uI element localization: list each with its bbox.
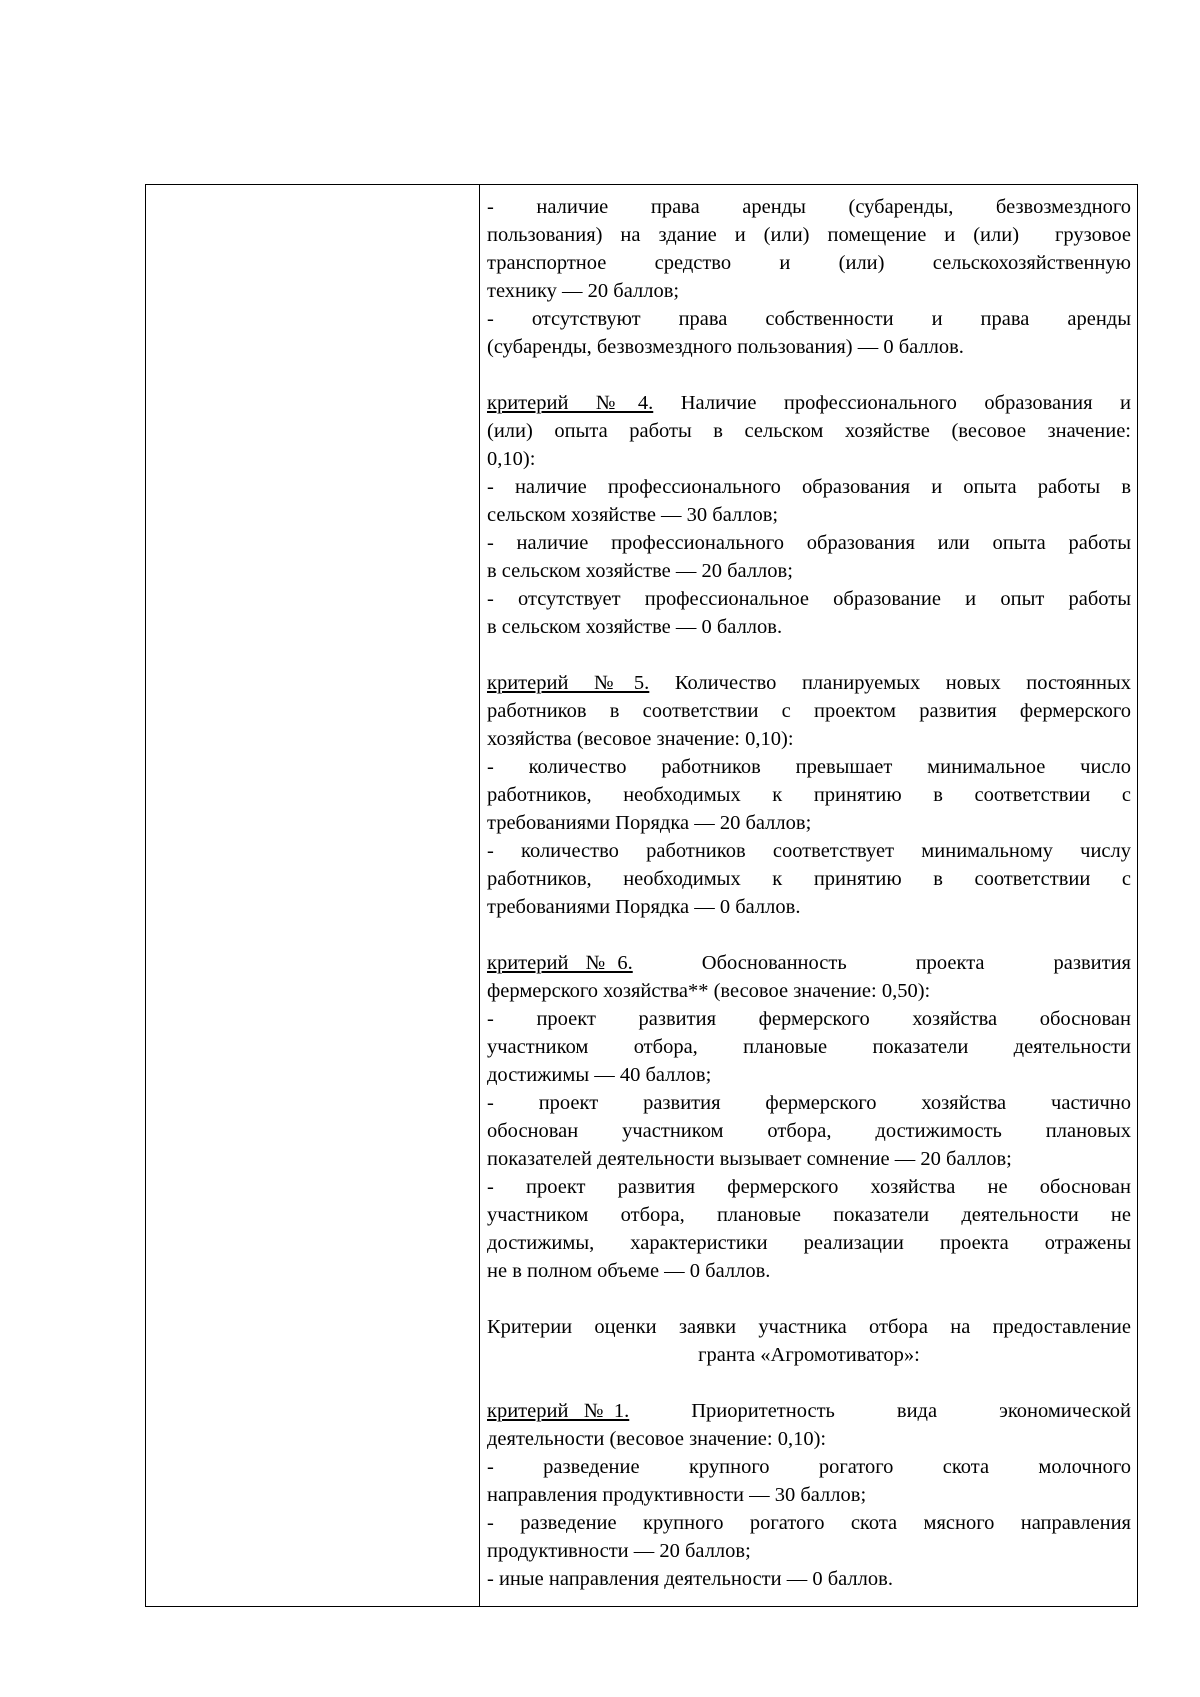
text-line xyxy=(487,333,1131,361)
text-line xyxy=(487,613,1131,641)
line-text: - наличие профессионального образования или опыта работы xyxy=(487,532,1131,554)
text-line xyxy=(487,809,1131,837)
text-line xyxy=(487,1061,1131,1089)
paragraph-gap xyxy=(487,1285,1131,1313)
text-line xyxy=(487,893,1131,921)
criterion-label: критерий №5. xyxy=(487,672,650,694)
text-line xyxy=(487,949,1131,977)
line-text: пользования) на здание и (или) помещение и (или) грузовое xyxy=(487,224,1131,246)
text-line xyxy=(487,1537,1131,1565)
paragraph-gap xyxy=(487,921,1131,949)
line-text: - разведение крупного рогатого скота мясного направления xyxy=(487,1512,1131,1534)
line-text: Критерии оценки заявки участника отбора на предоставление xyxy=(487,1316,1131,1338)
line-text: сельском хозяйстве — 30 баллов; xyxy=(487,504,779,526)
criteria-table xyxy=(145,184,1138,1607)
text-line xyxy=(487,1201,1131,1229)
criterion-label: критерий №4. xyxy=(487,392,654,414)
text-line xyxy=(487,473,1131,501)
line-text: (субаренды, безвозмездного пользования) — 0 баллов. xyxy=(487,336,964,358)
text-line xyxy=(487,221,1131,249)
text-line xyxy=(487,389,1131,417)
text-line xyxy=(487,557,1131,585)
line-text: работников в соответствии с проектом развития фермерского xyxy=(487,700,1131,722)
paragraph-b2 xyxy=(487,389,1131,641)
line-text: требованиями Порядка — 0 баллов. xyxy=(487,896,801,918)
text-line xyxy=(487,529,1131,557)
line-text: требованиями Порядка — 20 баллов; xyxy=(487,812,812,834)
text-line xyxy=(487,725,1131,753)
paragraph-gap xyxy=(487,1369,1131,1397)
text-line xyxy=(487,445,1131,473)
text-line xyxy=(487,697,1131,725)
line-text: фермерского хозяйства** (весовое значение: 0,50): xyxy=(487,980,931,1002)
table-right-cell xyxy=(480,185,1137,1606)
paragraph-b5 xyxy=(487,1313,1131,1369)
text-line xyxy=(487,1509,1131,1537)
text-line xyxy=(487,1229,1131,1257)
line-text: 0,10): xyxy=(487,448,536,470)
text-line xyxy=(487,977,1131,1005)
text-line xyxy=(487,1033,1131,1061)
line-text: Количество планируемых новых постоянных xyxy=(649,672,1131,694)
text-line xyxy=(487,669,1131,697)
line-text: участником отбора, плановые показатели деятельности xyxy=(487,1036,1131,1058)
line-text: работников, необходимых к принятию в соответствии с xyxy=(487,868,1131,890)
line-text: направления продуктивности — 30 баллов; xyxy=(487,1484,867,1506)
line-text: - количество работников превышает минимальное число xyxy=(487,756,1131,778)
paragraph-b4 xyxy=(487,949,1131,1285)
line-text: достижимы — 40 баллов; xyxy=(487,1064,712,1086)
line-text: участником отбора, плановые показатели деятельности не xyxy=(487,1204,1131,1226)
line-text: - отсутствует профессиональное образование и опыт работы xyxy=(487,588,1131,610)
line-text: - проект развития фермерского хозяйства не обоснован xyxy=(487,1176,1131,1198)
text-line xyxy=(487,1173,1131,1201)
text-line xyxy=(487,1341,1131,1369)
text-line xyxy=(487,1005,1131,1033)
paragraph-b3 xyxy=(487,669,1131,921)
paragraph-b6 xyxy=(487,1397,1131,1593)
line-text: транспортное средство и (или) сельскохозяйственную xyxy=(487,252,1131,274)
text-line xyxy=(487,1313,1131,1341)
line-text: работников, необходимых к принятию в соответствии с xyxy=(487,784,1131,806)
line-text: хозяйства (весовое значение: 0,10): xyxy=(487,728,794,750)
line-text: в сельском хозяйстве — 0 баллов. xyxy=(487,616,783,638)
text-line xyxy=(487,1565,1131,1593)
line-text: достижимы, характеристики реализации проекта отражены xyxy=(487,1232,1131,1254)
text-line xyxy=(487,1145,1131,1173)
text-line xyxy=(487,865,1131,893)
text-line xyxy=(487,781,1131,809)
text-line xyxy=(487,193,1131,221)
text-line xyxy=(487,417,1131,445)
paragraph-b1 xyxy=(487,193,1131,361)
line-text: в сельском хозяйстве — 20 баллов; xyxy=(487,560,793,582)
line-text: - отсутствуют права собственности и права аренды xyxy=(487,308,1131,330)
text-line xyxy=(487,501,1131,529)
line-text: - проект развития фермерского хозяйства частично xyxy=(487,1092,1131,1114)
line-text: гранта «Агромотиватор»: xyxy=(698,1344,920,1366)
text-line xyxy=(487,753,1131,781)
table-left-cell xyxy=(146,185,480,1606)
text-line xyxy=(487,1453,1131,1481)
criterion-label: критерий №1. xyxy=(487,1400,630,1422)
line-text: - наличие права аренды (субаренды, безвозмездного xyxy=(487,196,1131,218)
line-text: Приоритетность вида экономической xyxy=(629,1400,1131,1422)
line-text: - наличие профессионального образования и опыта работы в xyxy=(487,476,1131,498)
line-text: - проект развития фермерского хозяйства обоснован xyxy=(487,1008,1131,1030)
line-text: деятельности (весовое значение: 0,10): xyxy=(487,1428,827,1450)
line-text: не в полном объеме — 0 баллов. xyxy=(487,1260,771,1282)
text-line xyxy=(487,837,1131,865)
paragraph-gap xyxy=(487,641,1131,669)
line-text: показателей деятельности вызывает сомнение — 20 баллов; xyxy=(487,1148,1012,1170)
line-text: технику — 20 баллов; xyxy=(487,280,680,302)
line-text: продуктивности — 20 баллов; xyxy=(487,1540,751,1562)
line-text: Обоснованность проекта развития xyxy=(632,952,1131,974)
text-line xyxy=(487,1117,1131,1145)
text-line xyxy=(487,277,1131,305)
criterion-label: критерий №6. xyxy=(487,952,633,974)
line-text: Наличие профессионального образования и xyxy=(653,392,1131,414)
text-line xyxy=(487,585,1131,613)
text-line xyxy=(487,1257,1131,1285)
line-text: - иные направления деятельности — 0 баллов. xyxy=(487,1568,893,1590)
text-line xyxy=(487,249,1131,277)
paragraph-gap xyxy=(487,361,1131,389)
text-line xyxy=(487,1425,1131,1453)
line-text: - разведение крупного рогатого скота молочного xyxy=(487,1456,1131,1478)
line-text: - количество работников соответствует минимальному числу xyxy=(487,840,1131,862)
text-line xyxy=(487,1397,1131,1425)
text-line xyxy=(487,305,1131,333)
text-line xyxy=(487,1481,1131,1509)
line-text: обоснован участником отбора, достижимость плановых xyxy=(487,1120,1131,1142)
line-text: (или) опыта работы в сельском хозяйстве (весовое значение: xyxy=(487,420,1131,442)
text-line xyxy=(487,1089,1131,1117)
